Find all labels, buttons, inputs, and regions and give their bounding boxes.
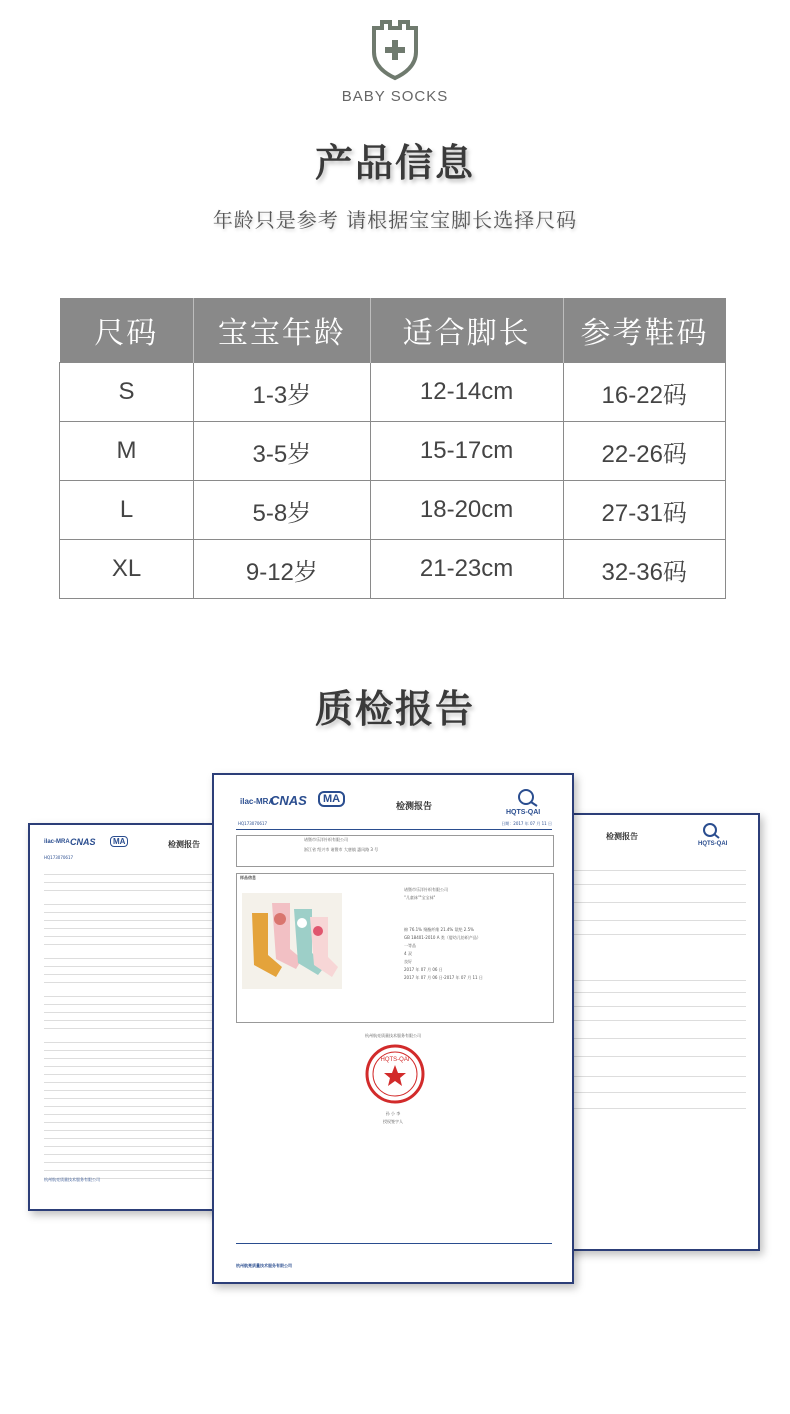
report-table-lines — [562, 863, 746, 1193]
sample-info-label: 样品信息 — [240, 875, 256, 880]
cell-foot-length: 15-17cm — [370, 422, 563, 481]
cell-size: XL — [60, 540, 194, 599]
sample-state-value: 良好 — [404, 959, 412, 964]
cell-shoe-size: 22-26码 — [563, 422, 726, 481]
cell-age: 5-8岁 — [194, 481, 371, 540]
size-table — [59, 298, 726, 599]
report-title: 检测报告 — [606, 832, 638, 841]
product-info-subtitle: 年龄只是参考 请根据宝宝脚长选择尺码 — [212, 208, 578, 232]
cnas-logo: CNAS — [270, 793, 307, 808]
org-name: 杭州航亮质量技术服务有限公司 — [365, 1033, 421, 1038]
cell-size: M — [60, 422, 194, 481]
brand-name: BABY SOCKS — [341, 88, 449, 105]
header-size: 尺码 — [60, 298, 194, 363]
cell-foot-length: 21-23cm — [370, 540, 563, 599]
ilac-logo: ilac-MRA — [240, 797, 275, 806]
table-row — [60, 363, 726, 422]
hqts-logo: HQTS-QAI — [506, 809, 541, 816]
cell-foot-length: 12-14cm — [370, 363, 563, 422]
seal-stamp — [364, 1043, 426, 1105]
shield-plus-icon — [368, 18, 422, 82]
socks-photo — [242, 893, 342, 989]
address-value: 浙江省 绍兴市 诸暨市 大唐镇 惠风路 3 号 — [304, 847, 379, 852]
client-value: 诸暨市乐洋针织有限公司 — [304, 837, 348, 842]
quality-report-title: 质检报告 — [314, 687, 475, 731]
magnifier-icon — [702, 823, 722, 839]
sample-name-value: "儿童袜""宝宝袜" — [404, 895, 436, 900]
cell-age: 3-5岁 — [194, 422, 371, 481]
cell-shoe-size: 32-36码 — [563, 540, 726, 599]
cell-shoe-size: 16-22码 — [563, 363, 726, 422]
report-title: 检测报告 — [168, 840, 200, 849]
product-info-title: 产品信息 — [314, 141, 475, 185]
cell-size: L — [60, 481, 194, 540]
svg-text:HQTS-QAI: HQTS-QAI — [380, 1057, 410, 1063]
table-row — [60, 481, 726, 540]
cell-shoe-size: 27-31码 — [563, 481, 726, 540]
cell-age: 9-12岁 — [194, 540, 371, 599]
size-table-header — [60, 298, 726, 363]
table-row — [60, 540, 726, 599]
report-number: HQ173070617 — [238, 821, 268, 826]
grade-value: 一等品 — [404, 943, 416, 948]
ma-logo: MA — [110, 836, 128, 847]
hqts-logo: HQTS-QAI — [698, 841, 728, 847]
org-name: 杭州航亮质量技术服务有限公司 — [44, 1177, 100, 1182]
report-page-center — [212, 773, 574, 1284]
test-date-value: 2017 年 07 月 06 日-2017 年 07 月 11 日 — [404, 975, 483, 980]
cell-age: 1-3岁 — [194, 363, 371, 422]
composition-value: 棉 76.1% 聚酯纤维 21.4% 氨纶 2.5% — [404, 927, 474, 932]
receive-date-value: 2017 年 07 月 06 日 — [404, 967, 443, 972]
report-title: 检测报告 — [396, 802, 433, 812]
client-value: 诸暨市乐洋针织有限公司 — [404, 887, 448, 892]
header-foot-length: 适合脚长 — [370, 298, 563, 363]
report-number: HQ173070617 — [44, 855, 74, 860]
report-date: 日期：2017 年 07 月 11 日 — [501, 821, 552, 826]
header-shoe-size: 参考鞋码 — [563, 298, 726, 363]
cell-foot-length: 18-20cm — [370, 481, 563, 540]
sample-qty-value: 4 双 — [404, 951, 412, 956]
org-footer: 杭州航亮质量技术服务有限公司 — [236, 1263, 292, 1268]
table-row — [60, 422, 726, 481]
report-table-lines — [44, 867, 240, 1187]
ma-logo: MA — [318, 791, 345, 807]
approver-label: 授权签字人 — [383, 1119, 403, 1124]
report-page-left — [28, 823, 242, 1211]
report-page-right — [560, 813, 760, 1251]
ilac-logo: ilac-MRA — [44, 839, 70, 845]
cell-size: S — [60, 363, 194, 422]
cnas-logo: CNAS — [70, 837, 96, 847]
magnifier-icon — [516, 789, 540, 807]
brand-logo — [0, 18, 790, 82]
standard-value: GB 18401-2010 A 类（婴幼儿纺织产品） — [404, 935, 481, 940]
header-age: 宝宝年龄 — [194, 298, 371, 363]
signer-name: 孙 小 李 — [385, 1111, 401, 1116]
